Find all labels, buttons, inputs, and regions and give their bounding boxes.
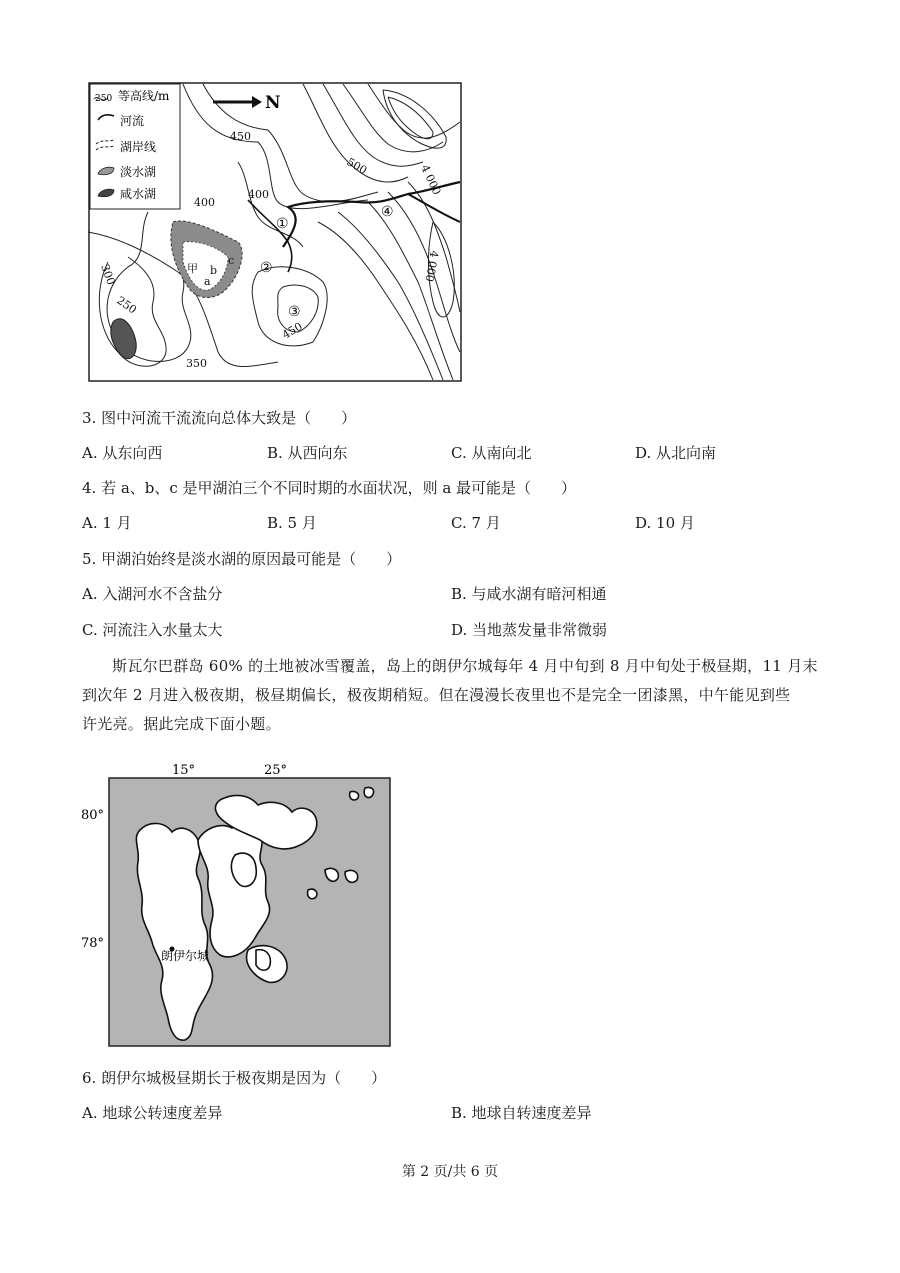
- question-4-option-a[interactable]: A. 1 月: [82, 514, 132, 532]
- question-5-option-a[interactable]: A. 入湖河水不含盐分: [82, 585, 223, 603]
- question-5-option-c[interactable]: C. 河流注入水量太大: [82, 621, 223, 639]
- legend-river: 河流: [120, 114, 145, 128]
- svalbard-map: [80, 760, 400, 1052]
- contour-label: 4 000: [418, 162, 444, 197]
- question-4-option-b[interactable]: B. 5 月: [267, 514, 317, 532]
- lake-level-c: c: [228, 254, 235, 267]
- question-5-option-d[interactable]: D. 当地蒸发量非常微弱: [451, 621, 608, 639]
- lake-name-label: 甲: [187, 262, 198, 275]
- question-6-option-a[interactable]: A. 地球公转速度差异: [82, 1104, 223, 1122]
- contour-label: 4 000: [422, 249, 441, 283]
- question-3-option-b[interactable]: B. 从西向东: [267, 444, 348, 462]
- latitude-label: 80°: [81, 808, 105, 823]
- question-6-stem: 6. 朗伊尔城极昼期长于极夜期是因为（ ）: [82, 1069, 387, 1087]
- question-4-stem: 4. 若 a、b、c 是甲湖泊三个不同时期的水面状况，则 a 最可能是（ ）: [82, 479, 577, 497]
- question-4-option-d[interactable]: D. 10 月: [635, 514, 695, 532]
- question-6-option-b[interactable]: B. 地球自转速度差异: [451, 1104, 592, 1122]
- reading-passage: [82, 652, 822, 739]
- contour-label: 450: [230, 130, 251, 143]
- latitude-label: 78°: [81, 936, 105, 951]
- legend-salt-lake: 咸水湖: [120, 187, 157, 201]
- question-3-option-c[interactable]: C. 从南向北: [451, 444, 532, 462]
- longitude-label: 15°: [172, 763, 196, 778]
- question-3-option-d[interactable]: D. 从北向南: [635, 444, 717, 462]
- contour-label: 300: [98, 262, 118, 287]
- question-5-option-b[interactable]: B. 与咸水湖有暗河相通: [451, 585, 607, 603]
- page-number-footer: 第 2 页/共 6 页: [401, 1164, 499, 1180]
- lake-level-a: a: [204, 275, 211, 288]
- passage-line: 斯瓦尔巴群岛 60% 的土地被冰雪覆盖，岛上的朗伊尔城每年 4 月中旬到 8 月中旬处于极昼期，11 月末: [112, 657, 818, 675]
- legend-contour-sample: 250: [95, 94, 113, 104]
- city-label: 朗伊尔城: [161, 949, 210, 963]
- contour-label: 350: [186, 357, 207, 370]
- question-4-option-c[interactable]: C. 7 月: [451, 514, 501, 532]
- passage-line: 到次年 2 月进入极夜期，极昼期偏长，极夜期稍短。但在漫漫长夜里也不是完全一团漆黑，中午能见到些: [82, 686, 791, 704]
- contour-label: 250: [114, 293, 139, 317]
- question-3-option-a[interactable]: A. 从东向西: [82, 444, 163, 462]
- marker-2: ②: [260, 260, 273, 276]
- marker-4: ④: [381, 204, 394, 220]
- longitude-label: 25°: [264, 763, 288, 778]
- marker-1: ①: [276, 216, 289, 232]
- contour-label: 400: [194, 196, 215, 209]
- question-3-stem: 3. 图中河流干流流向总体大致是（ ）: [82, 409, 357, 427]
- legend-shoreline: 湖岸线: [120, 140, 157, 154]
- contour-label: 450: [280, 319, 305, 342]
- passage-line: 许光亮。据此完成下面小题。: [82, 715, 281, 733]
- lake-level-b: b: [210, 264, 218, 277]
- topographic-map: [88, 82, 462, 382]
- legend-fresh-lake: 淡水湖: [120, 165, 157, 179]
- legend-contour: 等高线/m: [118, 89, 170, 103]
- contour-label: 400: [248, 188, 269, 201]
- north-label: N: [265, 93, 281, 113]
- question-5-stem: 5. 甲湖泊始终是淡水湖的原因最可能是（ ）: [82, 550, 402, 568]
- marker-3: ③: [288, 304, 301, 320]
- map-legend: [90, 84, 180, 209]
- contour-label: 500: [344, 155, 370, 178]
